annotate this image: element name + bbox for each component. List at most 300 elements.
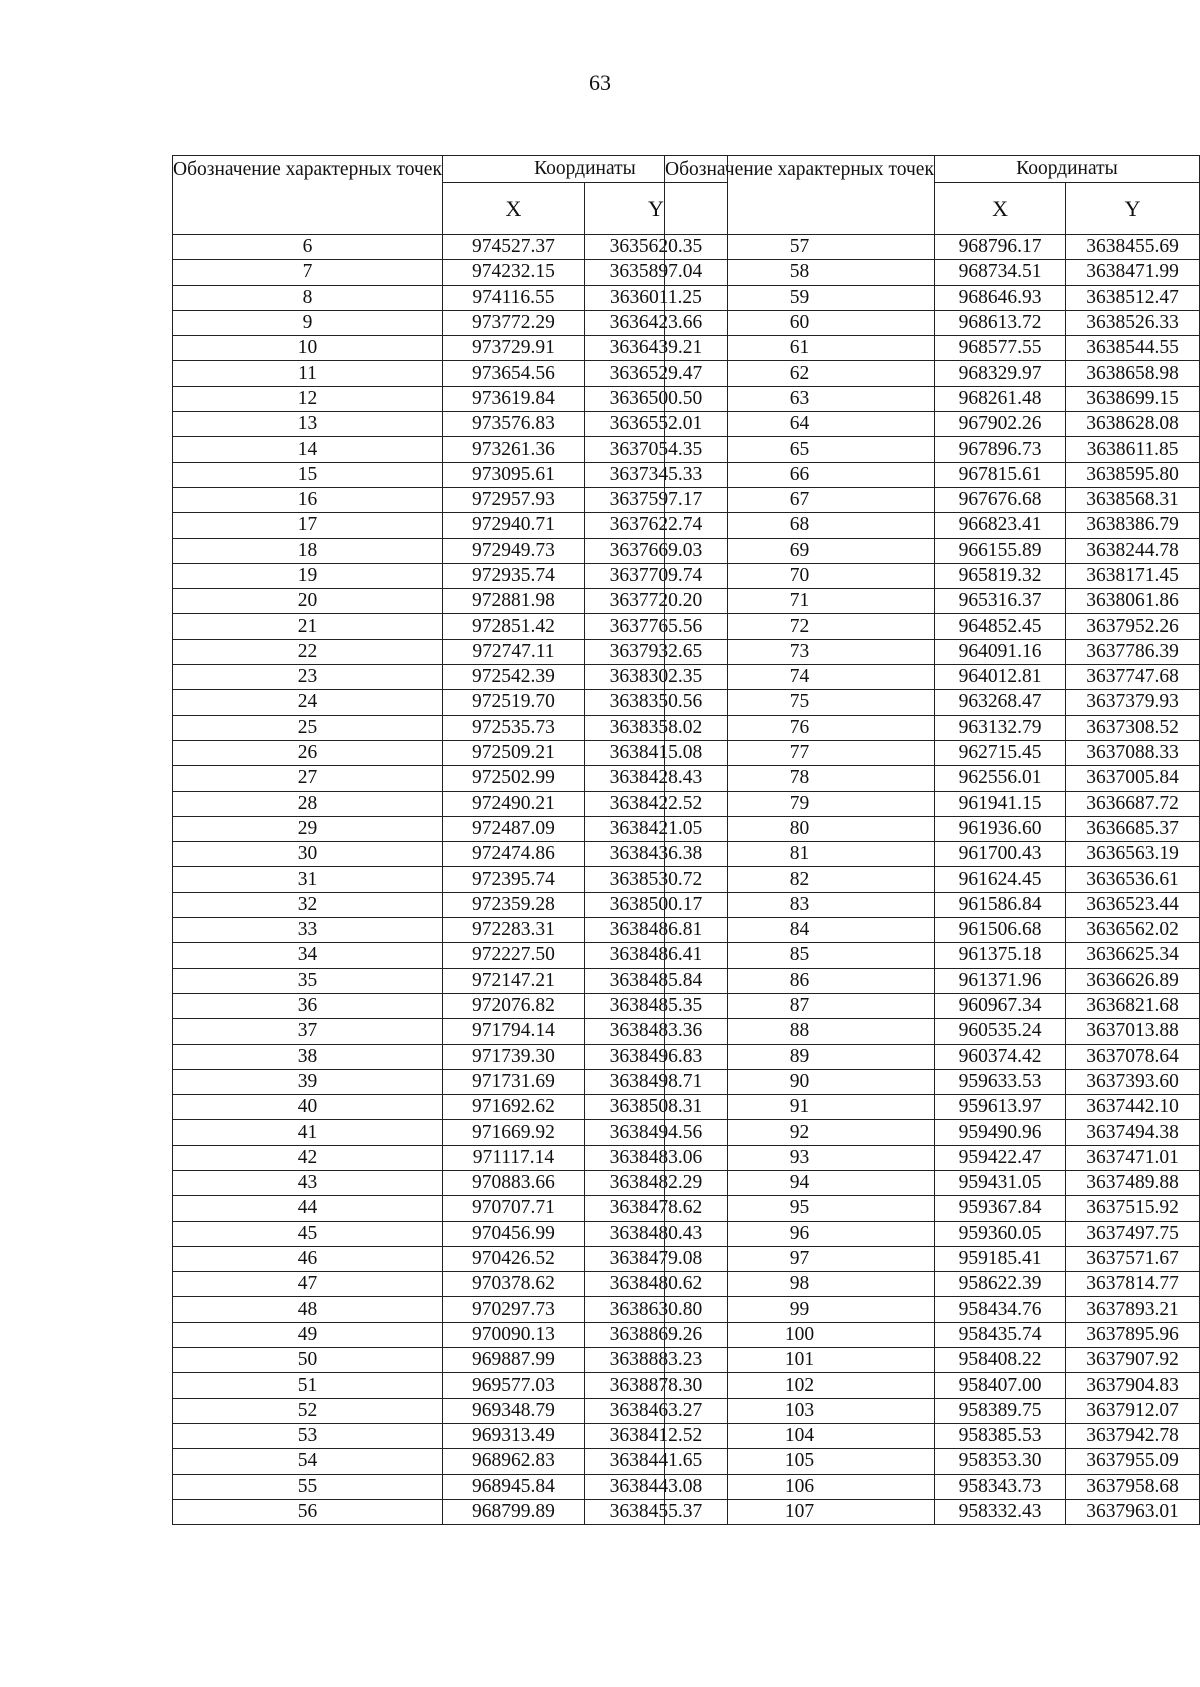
x-coordinate-cell: 972881.98 <box>442 589 584 614</box>
point-number-cell: 81 <box>665 842 935 867</box>
y-coordinate-cell: 3638441.65 <box>584 1449 727 1474</box>
table-body <box>665 235 1200 1525</box>
point-number-cell: 82 <box>665 867 935 892</box>
point-number-cell: 31 <box>173 867 443 892</box>
y-coordinate-cell: 3638415.08 <box>584 740 727 765</box>
table-row <box>665 1297 1200 1322</box>
x-coordinate-cell: 970297.73 <box>442 1297 584 1322</box>
page-number: 63 <box>589 70 611 95</box>
table-row <box>173 690 728 715</box>
point-number-cell: 107 <box>665 1499 935 1524</box>
point-number-cell: 10 <box>173 336 443 361</box>
table-row <box>665 487 1200 512</box>
x-coordinate-cell: 968945.84 <box>442 1474 584 1499</box>
y-coordinate-cell: 3638496.83 <box>584 1044 727 1069</box>
x-coordinate-cell: 972490.21 <box>442 791 584 816</box>
y-coordinate-cell: 3638480.43 <box>584 1221 727 1246</box>
x-coordinate-cell: 973095.61 <box>442 462 584 487</box>
point-number-cell: 30 <box>173 842 443 867</box>
point-number-cell: 73 <box>665 639 935 664</box>
y-coordinate-cell: 3638483.06 <box>584 1145 727 1170</box>
table-row <box>173 1297 728 1322</box>
point-number-cell: 75 <box>665 690 935 715</box>
x-coordinate-cell: 971669.92 <box>442 1120 584 1145</box>
y-coordinate-cell: 3636011.25 <box>584 285 727 310</box>
x-coordinate-cell: 961941.15 <box>934 791 1065 816</box>
point-number-cell: 26 <box>173 740 443 765</box>
point-number-cell: 95 <box>665 1196 935 1221</box>
table-row <box>665 1474 1200 1499</box>
y-coordinate-cell: 3636439.21 <box>584 336 727 361</box>
table-row <box>173 1373 728 1398</box>
header-point-designation: Обозначение характерных точек <box>173 156 443 235</box>
point-number-cell: 19 <box>173 563 443 588</box>
x-coordinate-cell: 972509.21 <box>442 740 584 765</box>
table-row <box>665 740 1200 765</box>
x-coordinate-cell: 969577.03 <box>442 1373 584 1398</box>
x-coordinate-cell: 958435.74 <box>934 1322 1065 1347</box>
point-number-cell: 69 <box>665 538 935 563</box>
y-coordinate-cell: 3638498.71 <box>584 1069 727 1094</box>
y-coordinate-cell: 3637622.74 <box>584 513 727 538</box>
y-coordinate-cell: 3636536.61 <box>1066 867 1200 892</box>
table-row <box>665 1095 1200 1120</box>
table-row <box>665 867 1200 892</box>
y-coordinate-cell: 3636423.66 <box>584 310 727 335</box>
x-coordinate-cell: 971117.14 <box>442 1145 584 1170</box>
y-coordinate-cell: 3637814.77 <box>1066 1272 1200 1297</box>
y-coordinate-cell: 3636523.44 <box>1066 892 1200 917</box>
point-number-cell: 102 <box>665 1373 935 1398</box>
y-coordinate-cell: 3638244.78 <box>1066 538 1200 563</box>
table-row <box>173 1246 728 1271</box>
table-row <box>665 310 1200 335</box>
table-row <box>173 1120 728 1145</box>
y-coordinate-cell: 3636626.89 <box>1066 968 1200 993</box>
x-coordinate-cell: 968796.17 <box>934 235 1065 260</box>
table-row <box>173 538 728 563</box>
y-coordinate-cell: 3638611.85 <box>1066 437 1200 462</box>
y-coordinate-cell: 3636500.50 <box>584 386 727 411</box>
y-coordinate-cell: 3637597.17 <box>584 487 727 512</box>
table-row <box>665 715 1200 740</box>
y-coordinate-cell: 3638486.41 <box>584 943 727 968</box>
table-row <box>173 386 728 411</box>
table-row <box>173 336 728 361</box>
y-coordinate-cell: 3638478.62 <box>584 1196 727 1221</box>
point-number-cell: 47 <box>173 1272 443 1297</box>
y-coordinate-cell: 3637942.78 <box>1066 1423 1200 1448</box>
x-coordinate-cell: 974527.37 <box>442 235 584 260</box>
x-coordinate-cell: 973261.36 <box>442 437 584 462</box>
y-coordinate-cell: 3638436.38 <box>584 842 727 867</box>
table-row <box>665 1196 1200 1221</box>
x-coordinate-cell: 970426.52 <box>442 1246 584 1271</box>
table-row <box>173 437 728 462</box>
x-coordinate-cell: 959422.47 <box>934 1145 1065 1170</box>
y-coordinate-cell: 3638699.15 <box>1066 386 1200 411</box>
y-coordinate-cell: 3638530.72 <box>584 867 727 892</box>
point-number-cell: 88 <box>665 1019 935 1044</box>
table-row <box>173 639 728 664</box>
point-number-cell: 16 <box>173 487 443 512</box>
y-coordinate-cell: 3638428.43 <box>584 766 727 791</box>
x-coordinate-cell: 972395.74 <box>442 867 584 892</box>
point-number-cell: 50 <box>173 1348 443 1373</box>
point-number-cell: 57 <box>665 235 935 260</box>
x-coordinate-cell: 959633.53 <box>934 1069 1065 1094</box>
x-coordinate-cell: 972747.11 <box>442 639 584 664</box>
point-number-cell: 6 <box>173 235 443 260</box>
x-coordinate-cell: 968734.51 <box>934 260 1065 285</box>
table-row <box>173 842 728 867</box>
table-row <box>173 1221 728 1246</box>
y-coordinate-cell: 3637013.88 <box>1066 1019 1200 1044</box>
x-coordinate-cell: 958353.30 <box>934 1449 1065 1474</box>
point-number-cell: 99 <box>665 1297 935 1322</box>
table-row <box>173 715 728 740</box>
y-coordinate-cell: 3637669.03 <box>584 538 727 563</box>
x-coordinate-cell: 973772.29 <box>442 310 584 335</box>
coordinates-table-left <box>172 155 728 1525</box>
point-number-cell: 64 <box>665 412 935 437</box>
x-coordinate-cell: 972147.21 <box>442 968 584 993</box>
point-number-cell: 24 <box>173 690 443 715</box>
table-row <box>665 361 1200 386</box>
y-coordinate-cell: 3638479.08 <box>584 1246 727 1271</box>
table-row <box>173 487 728 512</box>
y-coordinate-cell: 3637786.39 <box>1066 639 1200 664</box>
table-row <box>173 285 728 310</box>
point-number-cell: 104 <box>665 1423 935 1448</box>
point-number-cell: 7 <box>173 260 443 285</box>
y-coordinate-cell: 3637345.33 <box>584 462 727 487</box>
point-number-cell: 72 <box>665 614 935 639</box>
y-coordinate-cell: 3637765.56 <box>584 614 727 639</box>
header-point-designation: Обозначение характерных точек <box>665 156 935 235</box>
table-row <box>173 412 728 437</box>
point-number-cell: 105 <box>665 1449 935 1474</box>
x-coordinate-cell: 960374.42 <box>934 1044 1065 1069</box>
y-coordinate-cell: 3638483.36 <box>584 1019 727 1044</box>
table-row <box>173 513 728 538</box>
table-row <box>665 943 1200 968</box>
table-row <box>173 462 728 487</box>
x-coordinate-cell: 972227.50 <box>442 943 584 968</box>
table-row <box>665 968 1200 993</box>
y-coordinate-cell: 3637895.96 <box>1066 1322 1200 1347</box>
y-coordinate-cell: 3638443.08 <box>584 1474 727 1499</box>
x-coordinate-cell: 970707.71 <box>442 1196 584 1221</box>
x-coordinate-cell: 972519.70 <box>442 690 584 715</box>
point-number-cell: 79 <box>665 791 935 816</box>
point-number-cell: 42 <box>173 1145 443 1170</box>
x-coordinate-cell: 973576.83 <box>442 412 584 437</box>
x-coordinate-cell: 972359.28 <box>442 892 584 917</box>
point-number-cell: 94 <box>665 1170 935 1195</box>
point-number-cell: 84 <box>665 918 935 943</box>
point-number-cell: 59 <box>665 285 935 310</box>
table-row <box>665 589 1200 614</box>
x-coordinate-cell: 965819.32 <box>934 563 1065 588</box>
table-row <box>665 538 1200 563</box>
point-number-cell: 12 <box>173 386 443 411</box>
y-coordinate-cell: 3637005.84 <box>1066 766 1200 791</box>
point-number-cell: 23 <box>173 665 443 690</box>
y-coordinate-cell: 3638869.26 <box>584 1322 727 1347</box>
point-number-cell: 33 <box>173 918 443 943</box>
table-row <box>173 1322 728 1347</box>
x-coordinate-cell: 963268.47 <box>934 690 1065 715</box>
x-coordinate-cell: 968646.93 <box>934 285 1065 310</box>
point-number-cell: 101 <box>665 1348 935 1373</box>
x-coordinate-cell: 961586.84 <box>934 892 1065 917</box>
point-number-cell: 66 <box>665 462 935 487</box>
point-number-cell: 91 <box>665 1095 935 1120</box>
point-number-cell: 11 <box>173 361 443 386</box>
table-row <box>665 285 1200 310</box>
table-row <box>665 1423 1200 1448</box>
point-number-cell: 63 <box>665 386 935 411</box>
x-coordinate-cell: 966823.41 <box>934 513 1065 538</box>
x-coordinate-cell: 967896.73 <box>934 437 1065 462</box>
x-coordinate-cell: 972935.74 <box>442 563 584 588</box>
table-row <box>665 842 1200 867</box>
table-row <box>665 1069 1200 1094</box>
point-number-cell: 15 <box>173 462 443 487</box>
point-number-cell: 54 <box>173 1449 443 1474</box>
point-number-cell: 8 <box>173 285 443 310</box>
y-coordinate-cell: 3635620.35 <box>584 235 727 260</box>
x-coordinate-cell: 959360.05 <box>934 1221 1065 1246</box>
table-row <box>665 260 1200 285</box>
x-coordinate-cell: 958407.00 <box>934 1373 1065 1398</box>
y-coordinate-cell: 3637379.93 <box>1066 690 1200 715</box>
x-coordinate-cell: 972940.71 <box>442 513 584 538</box>
x-coordinate-cell: 970090.13 <box>442 1322 584 1347</box>
point-number-cell: 29 <box>173 816 443 841</box>
x-coordinate-cell: 961371.96 <box>934 968 1065 993</box>
point-number-cell: 38 <box>173 1044 443 1069</box>
x-coordinate-cell: 968613.72 <box>934 310 1065 335</box>
x-coordinate-cell: 968261.48 <box>934 386 1065 411</box>
table-row <box>173 563 728 588</box>
x-coordinate-cell: 971794.14 <box>442 1019 584 1044</box>
x-coordinate-cell: 958389.75 <box>934 1398 1065 1423</box>
y-coordinate-cell: 3635897.04 <box>584 260 727 285</box>
table-row <box>665 1019 1200 1044</box>
header-x: X <box>442 183 584 235</box>
header-x: X <box>934 183 1065 235</box>
table-row <box>665 639 1200 664</box>
point-number-cell: 86 <box>665 968 935 993</box>
point-number-cell: 106 <box>665 1474 935 1499</box>
y-coordinate-cell: 3638471.99 <box>1066 260 1200 285</box>
y-coordinate-cell: 3638883.23 <box>584 1348 727 1373</box>
table-row <box>173 310 728 335</box>
y-coordinate-cell: 3636529.47 <box>584 361 727 386</box>
point-number-cell: 83 <box>665 892 935 917</box>
point-number-cell: 22 <box>173 639 443 664</box>
y-coordinate-cell: 3638171.45 <box>1066 563 1200 588</box>
x-coordinate-cell: 967902.26 <box>934 412 1065 437</box>
y-coordinate-cell: 3637963.01 <box>1066 1499 1200 1524</box>
table-row <box>665 690 1200 715</box>
table-row <box>665 766 1200 791</box>
y-coordinate-cell: 3638463.27 <box>584 1398 727 1423</box>
table-row <box>173 1499 728 1524</box>
x-coordinate-cell: 973729.91 <box>442 336 584 361</box>
point-number-cell: 18 <box>173 538 443 563</box>
x-coordinate-cell: 964091.16 <box>934 639 1065 664</box>
y-coordinate-cell: 3637393.60 <box>1066 1069 1200 1094</box>
x-coordinate-cell: 966155.89 <box>934 538 1065 563</box>
table-row <box>173 993 728 1018</box>
y-coordinate-cell: 3638422.52 <box>584 791 727 816</box>
x-coordinate-cell: 959367.84 <box>934 1196 1065 1221</box>
table-row <box>173 1348 728 1373</box>
x-coordinate-cell: 972502.99 <box>442 766 584 791</box>
y-coordinate-cell: 3637904.83 <box>1066 1373 1200 1398</box>
point-number-cell: 52 <box>173 1398 443 1423</box>
table-row <box>665 386 1200 411</box>
point-number-cell: 25 <box>173 715 443 740</box>
x-coordinate-cell: 960967.34 <box>934 993 1065 1018</box>
y-coordinate-cell: 3637955.09 <box>1066 1449 1200 1474</box>
point-number-cell: 70 <box>665 563 935 588</box>
x-coordinate-cell: 972076.82 <box>442 993 584 1018</box>
x-coordinate-cell: 960535.24 <box>934 1019 1065 1044</box>
x-coordinate-cell: 974116.55 <box>442 285 584 310</box>
table-row <box>173 943 728 968</box>
x-coordinate-cell: 969348.79 <box>442 1398 584 1423</box>
x-coordinate-cell: 973654.56 <box>442 361 584 386</box>
y-coordinate-cell: 3638512.47 <box>1066 285 1200 310</box>
point-number-cell: 85 <box>665 943 935 968</box>
point-number-cell: 65 <box>665 437 935 462</box>
table-row <box>173 1145 728 1170</box>
x-coordinate-cell: 962556.01 <box>934 766 1065 791</box>
y-coordinate-cell: 3638595.80 <box>1066 462 1200 487</box>
y-coordinate-cell: 3638455.37 <box>584 1499 727 1524</box>
y-coordinate-cell: 3636552.01 <box>584 412 727 437</box>
x-coordinate-cell: 965316.37 <box>934 589 1065 614</box>
table-row <box>173 766 728 791</box>
table-row <box>665 1221 1200 1246</box>
x-coordinate-cell: 970883.66 <box>442 1170 584 1195</box>
x-coordinate-cell: 972949.73 <box>442 538 584 563</box>
x-coordinate-cell: 958622.39 <box>934 1272 1065 1297</box>
x-coordinate-cell: 973619.84 <box>442 386 584 411</box>
coordinates-table-right <box>664 155 1200 1525</box>
x-coordinate-cell: 968962.83 <box>442 1449 584 1474</box>
y-coordinate-cell: 3638455.69 <box>1066 235 1200 260</box>
point-number-cell: 20 <box>173 589 443 614</box>
x-coordinate-cell: 961506.68 <box>934 918 1065 943</box>
x-coordinate-cell: 971739.30 <box>442 1044 584 1069</box>
point-number-cell: 35 <box>173 968 443 993</box>
table-row <box>173 1398 728 1423</box>
x-coordinate-cell: 958332.43 <box>934 1499 1065 1524</box>
x-coordinate-cell: 972474.86 <box>442 842 584 867</box>
y-coordinate-cell: 3637893.21 <box>1066 1297 1200 1322</box>
x-coordinate-cell: 974232.15 <box>442 260 584 285</box>
y-coordinate-cell: 3637720.20 <box>584 589 727 614</box>
point-number-cell: 78 <box>665 766 935 791</box>
table-row <box>665 336 1200 361</box>
table-row <box>173 1170 728 1195</box>
header-y: Y <box>1066 183 1200 235</box>
x-coordinate-cell: 959613.97 <box>934 1095 1065 1120</box>
x-coordinate-cell: 969313.49 <box>442 1423 584 1448</box>
point-number-cell: 55 <box>173 1474 443 1499</box>
x-coordinate-cell: 968577.55 <box>934 336 1065 361</box>
point-number-cell: 9 <box>173 310 443 335</box>
table-row <box>173 1019 728 1044</box>
point-number-cell: 51 <box>173 1373 443 1398</box>
y-coordinate-cell: 3637078.64 <box>1066 1044 1200 1069</box>
x-coordinate-cell: 958434.76 <box>934 1297 1065 1322</box>
point-number-cell: 44 <box>173 1196 443 1221</box>
y-coordinate-cell: 3637571.67 <box>1066 1246 1200 1271</box>
x-coordinate-cell: 972487.09 <box>442 816 584 841</box>
y-coordinate-cell: 3636821.68 <box>1066 993 1200 1018</box>
y-coordinate-cell: 3638568.31 <box>1066 487 1200 512</box>
point-number-cell: 46 <box>173 1246 443 1271</box>
point-number-cell: 80 <box>665 816 935 841</box>
point-number-cell: 37 <box>173 1019 443 1044</box>
y-coordinate-cell: 3637442.10 <box>1066 1095 1200 1120</box>
y-coordinate-cell: 3638628.08 <box>1066 412 1200 437</box>
table-row <box>665 235 1200 260</box>
y-coordinate-cell: 3638544.55 <box>1066 336 1200 361</box>
table-row <box>173 361 728 386</box>
table-row <box>173 1474 728 1499</box>
point-number-cell: 87 <box>665 993 935 1018</box>
table-row <box>173 867 728 892</box>
point-number-cell: 62 <box>665 361 935 386</box>
point-number-cell: 13 <box>173 412 443 437</box>
table-row <box>665 1398 1200 1423</box>
x-coordinate-cell: 958385.53 <box>934 1423 1065 1448</box>
point-number-cell: 100 <box>665 1322 935 1347</box>
x-coordinate-cell: 958408.22 <box>934 1348 1065 1373</box>
point-number-cell: 98 <box>665 1272 935 1297</box>
y-coordinate-cell: 3637515.92 <box>1066 1196 1200 1221</box>
point-number-cell: 77 <box>665 740 935 765</box>
table-row <box>665 462 1200 487</box>
point-number-cell: 61 <box>665 336 935 361</box>
table-row <box>173 740 728 765</box>
y-coordinate-cell: 3636625.34 <box>1066 943 1200 968</box>
table-row <box>665 892 1200 917</box>
table-row <box>173 1095 728 1120</box>
table-row <box>665 918 1200 943</box>
table-row <box>173 614 728 639</box>
point-number-cell: 97 <box>665 1246 935 1271</box>
y-coordinate-cell: 3638494.56 <box>584 1120 727 1145</box>
x-coordinate-cell: 972851.42 <box>442 614 584 639</box>
point-number-cell: 96 <box>665 1221 935 1246</box>
table-row <box>173 260 728 285</box>
point-number-cell: 14 <box>173 437 443 462</box>
x-coordinate-cell: 961375.18 <box>934 943 1065 968</box>
x-coordinate-cell: 963132.79 <box>934 715 1065 740</box>
point-number-cell: 53 <box>173 1423 443 1448</box>
table-row <box>665 513 1200 538</box>
x-coordinate-cell: 959431.05 <box>934 1170 1065 1195</box>
table-body <box>173 235 728 1525</box>
